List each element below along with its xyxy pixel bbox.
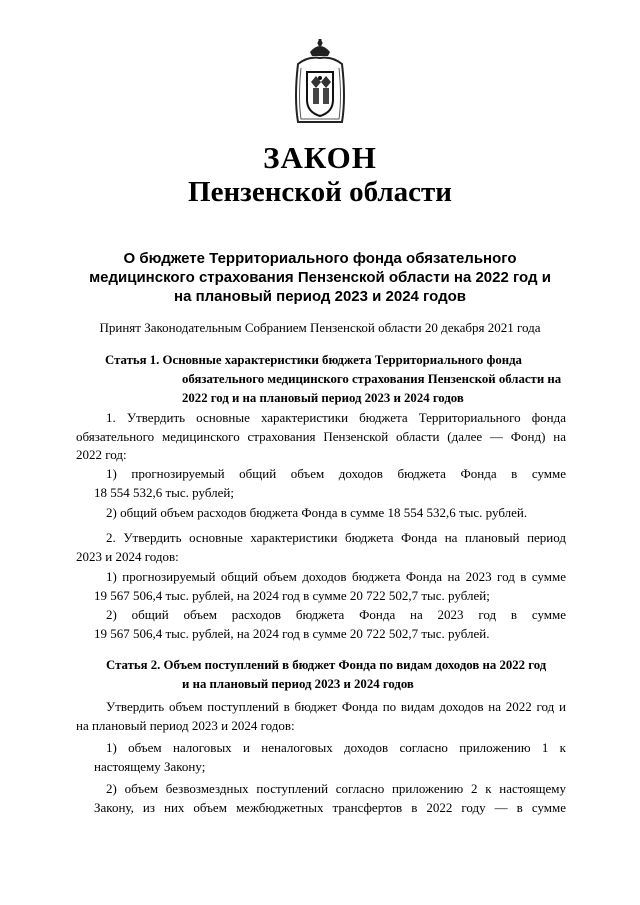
subject-line: на плановый период 2023 и 2024 годов [174, 288, 466, 305]
adoption-note: Принят Законодательным Собранием Пензенской области 20 декабря 2021 года [99, 320, 541, 335]
list-item: 19 567 506,4 тыс. рублей, на 2024 год в сумме 20 722 502,7 тыс. рублей. [94, 626, 490, 641]
list-item: Закону, из них объем межбюджетных трансфертов в 2022 году — в сумме [94, 800, 566, 815]
list-item: 2) общий объем расходов бюджета Фонда на 2023 год в сумме [106, 607, 566, 622]
paragraph-line: 1. Утвердить основные характеристики бюджета Территориального фонда [106, 410, 566, 425]
list-item: 2) объем безвозмездных поступлений согласно приложению 2 к настоящему [106, 781, 566, 796]
coat-of-arms-icon [288, 38, 352, 124]
list-item: 19 567 506,4 тыс. рублей, на 2024 год в сумме 20 722 502,7 тыс. рублей; [94, 588, 490, 603]
list-item: 18 554 532,6 тыс. рублей; [94, 485, 234, 500]
law-heading: ЗАКОН [263, 140, 377, 175]
article-2-heading: и на плановый период 2023 и 2024 годов [182, 677, 414, 691]
article-1-heading: обязательного медицинского страхования Пензенской области на [182, 372, 562, 386]
list-item: 1) прогнозируемый общий объем доходов бюджета Фонда в сумме [106, 466, 566, 481]
article-1-heading: 2022 год и на плановый период 2023 и 2024 годов [182, 391, 464, 405]
list-item: 1) прогнозируемый общий объем доходов бюджета Фонда на 2023 год в сумме [106, 569, 566, 584]
subject-line: медицинского страхования Пензенской области на 2022 год и [89, 269, 551, 286]
paragraph-line: 2022 год: [76, 447, 127, 462]
paragraph-line: на плановый период 2023 и 2024 годов: [76, 718, 295, 733]
region-heading: Пензенской области [188, 176, 452, 208]
paragraph-line: 2. Утвердить основные характеристики бюджета Фонда на плановый период [106, 530, 566, 545]
paragraph-line: обязательного медицинского страхования Пензенской области (далее — Фонд) на [76, 429, 566, 444]
article-2-heading: Статья 2. Объем поступлений в бюджет Фонда по видам доходов на 2022 год [106, 658, 547, 672]
law-subject [70, 249, 570, 306]
paragraph-line: Утвердить объем поступлений в бюджет Фонда по видам доходов на 2022 год и [106, 699, 566, 714]
list-item: настоящему Закону; [94, 759, 206, 774]
subject-line: О бюджете Территориального фонда обязательного [123, 250, 517, 267]
paragraph-line: 2023 и 2024 годов: [76, 549, 179, 564]
list-item: 1) объем налоговых и неналоговых доходов согласно приложению 1 к [106, 740, 566, 755]
article-1-heading: Статья 1. Основные характеристики бюджета Территориального фонда [105, 353, 522, 367]
list-item: 2) общий объем расходов бюджета Фонда в сумме 18 554 532,6 тыс. рублей. [106, 505, 528, 520]
